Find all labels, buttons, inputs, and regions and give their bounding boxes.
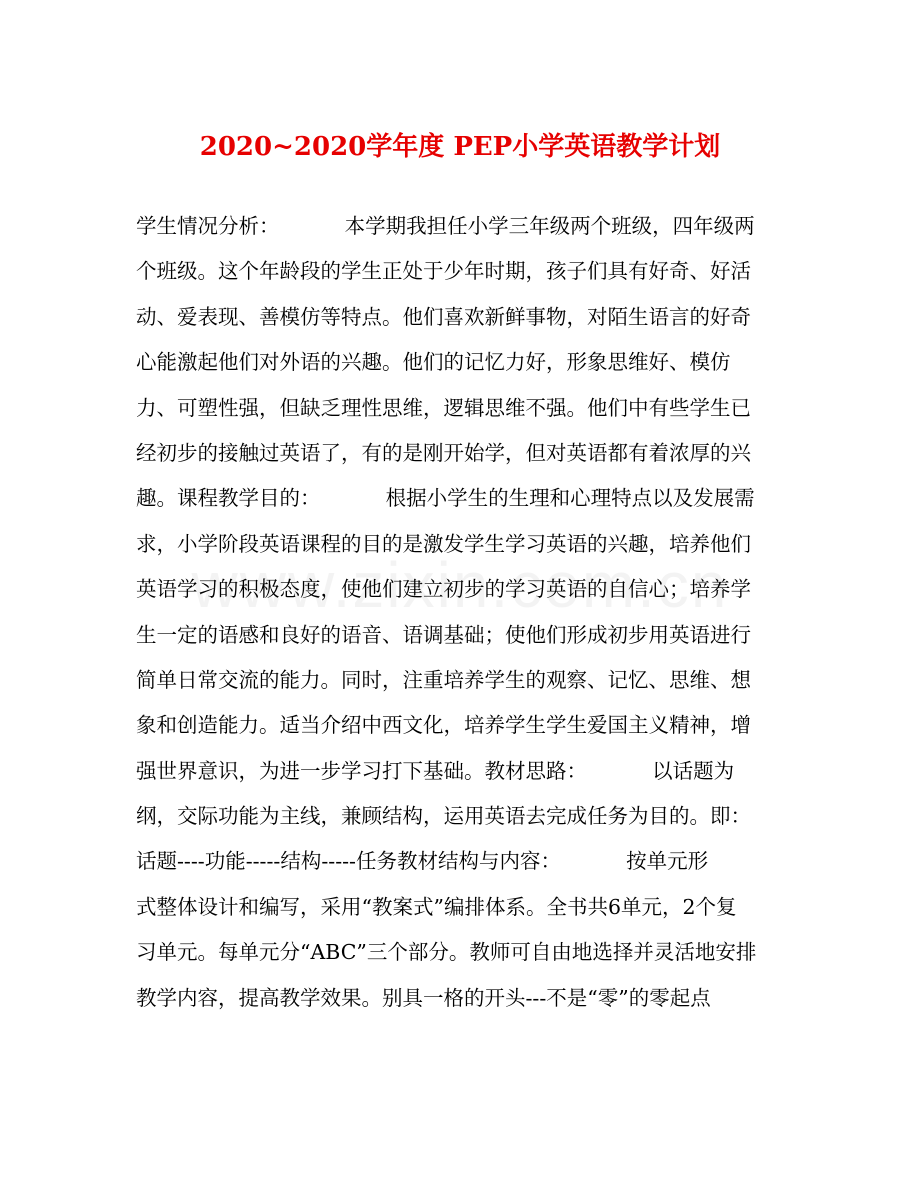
paragraph-line: 力、可塑性强，但缺乏理性思维，逻辑思维不强。他们中有些学生已 xyxy=(136,395,751,420)
paragraph-line: 纲，交际功能为主线，兼顾结构，运用英语去完成任务为目的。即： xyxy=(136,804,751,829)
paragraph-line: 习单元。每单元分“ABC”三个部分。教师可自由地选择并灵活地安排 xyxy=(136,940,757,965)
paragraph-line: 简单日常交流的能力。同时，注重培养学生的观察、记忆、思维、想 xyxy=(136,667,751,692)
document-title: 2020~2020学年度 PEP小学英语教学计划 xyxy=(199,132,721,162)
paragraph-line: 教学内容，提高教学效果。别具一格的开头---不是“零”的零起点 xyxy=(136,985,711,1010)
paragraph-line: 英语学习的积极态度，使他们建立初步的学习英语的自信心；培养学 xyxy=(136,577,751,602)
body-text xyxy=(136,204,786,1021)
paragraph-line: 个班级。这个年龄段的学生正处于少年时期，孩子们具有好奇、好活 xyxy=(136,259,751,284)
paragraph-line: 学生情况分析： 本学期我担任小学三年级两个班级，四年级两 xyxy=(136,214,755,238)
paragraph-line: 话题----功能-----结构-----任务教材结构与内容： 按单元形 xyxy=(136,849,709,874)
paragraph-line: 趣。课程教学目的： 根据小学生的生理和心理特点以及发展需 xyxy=(136,486,755,511)
paragraph-line: 心能激起他们对外语的兴趣。他们的记忆力好，形象思维好、模仿 xyxy=(136,350,731,375)
paragraph-line: 经初步的接触过英语了，有的是刚开始学，但对英语都有着浓厚的兴 xyxy=(136,440,751,465)
paragraph-line: 生一定的语感和良好的语音、语调基础；使他们形成初步用英语进行 xyxy=(136,622,751,647)
paragraph-line: 求，小学阶段英语课程的目的是激发学生学习英语的兴趣，培养他们 xyxy=(136,531,751,556)
paragraph-line: 动、爱表现、善模仿等特点。他们喜欢新鲜事物，对陌生语言的好奇 xyxy=(136,304,751,329)
paragraph-line: 象和创造能力。适当介绍中西文化，培养学生学生爱国主义精神，增 xyxy=(136,713,751,738)
paragraph-line: 强世界意识，为进一步学习打下基础。教材思路： 以话题为 xyxy=(136,758,735,783)
paragraph-line: 式整体设计和编写，采用“教案式”编排体系。全书共6单元，2个复 xyxy=(136,894,737,919)
